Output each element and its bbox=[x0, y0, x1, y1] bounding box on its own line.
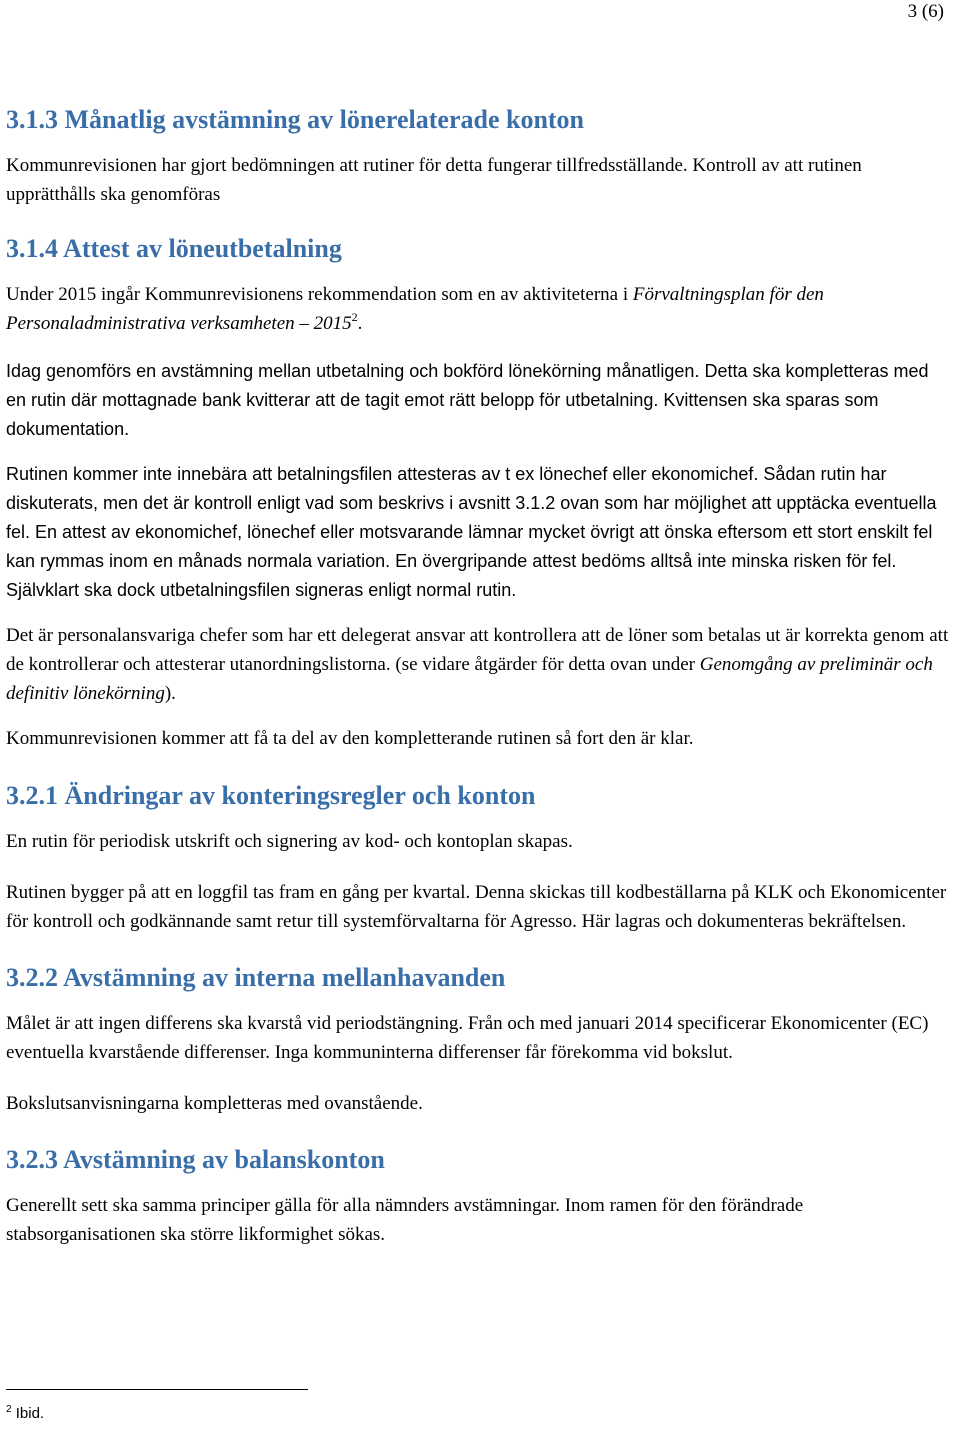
paragraph-bokslutsanvisningarna: Bokslutsanvisningarna kompletteras med ovanstående. bbox=[6, 1093, 423, 1114]
paragraph-end: . bbox=[357, 313, 363, 334]
paragraph-differens: Målet är att ingen differens ska kvarstå vid periodstängning. Från och med januari 2014 specificerar Ekonomicenter (EC) eventuella kvarstående differenser. Inga kommuninterna differenser får förekomma vid bokslut. bbox=[6, 1013, 929, 1063]
section-reference: Genomgång av preliminär och definitiv lönekörning bbox=[6, 654, 933, 704]
paragraph-principer: Generellt sett ska samma principer gälla för alla nämnders avstämningar. Inom ramen för den förändrade stabsorganisationen ska större likformighet sökas. bbox=[6, 1195, 804, 1245]
footnote-ref: 2 bbox=[351, 310, 358, 324]
footnote bbox=[6, 1404, 44, 1424]
document-body bbox=[6, 103, 950, 1249]
paragraph-forvaltningsplan bbox=[6, 280, 950, 338]
heading-3-2-3: 3.2.3 Avstämning av balanskonton bbox=[6, 1145, 385, 1174]
paragraph-avstamning: Idag genomförs en avstämning mellan utbetalning och bokförd lönekörning månatligen. Detta ska kompletteras med en rutin där mottagnade bank kvitterar att de tagit emot rätt belopp för utbetalning. Kvittensen ska sparas som dokumentation. bbox=[6, 361, 929, 439]
footnote-separator bbox=[6, 1389, 308, 1390]
paragraph-loggfil: Rutinen bygger på att en loggfil tas fram en gång per kvartal. Denna skickas till kodbeställarna på KLK och Ekonomicenter för kontroll och godkännande samt retur till systemförvaltarna för Agresso. Här lagras och dokumenteras bekräftelsen. bbox=[6, 882, 947, 932]
heading-3-2-2: 3.2.2 Avstämning av interna mellanhavanden bbox=[6, 963, 506, 992]
paragraph-end: ). bbox=[164, 683, 176, 704]
page-number: 3 (6) bbox=[907, 1, 944, 22]
heading-3-2-1: 3.2.1 Ändringar av konteringsregler och konton bbox=[6, 781, 536, 810]
paragraph-text: Under 2015 ingår Kommunrevisionens rekommendation som en av aktiviteterna i bbox=[6, 284, 633, 305]
paragraph-text: Det är personalansvariga chefer som har ett delegerat ansvar att kontrollera att de löner som betalas ut är korrekta genom att de kontrollerar och attesterar utanordningslistorna. (se vidare åtgärder för detta ovan under bbox=[6, 625, 949, 675]
footnote-text: Ibid. bbox=[15, 1405, 45, 1422]
plan-title: Förvaltningsplan för den Personaladministrativa verksamheten – 2015 bbox=[6, 284, 824, 334]
paragraph-kommunrevisionen: Kommunrevisionen kommer att få ta del av den kompletterande rutinen så fort den är klar. bbox=[6, 728, 694, 749]
paragraph-rutinen: Rutinen kommer inte innebära att betalningsfilen attesteras av t ex lönechef eller ekonomichef. Sådan rutin har diskuterats, men det är kontroll enligt vad som beskrivs i avsnitt 3.1.2 ovan som har möjlighet att upptäcka eventuella fel. En attest av ekonomichef, lönechef eller motsvarande lämnar mycket övrigt att önska eftersom ett stort enskilt fel kan rymmas inom en månads normala variation. En övergripande attest bedöms alltså inte minska risken för fel. Självklart ska dock utbetalningsfilen signeras enligt normal rutin. bbox=[6, 464, 937, 600]
heading-3-1-4: 3.1.4 Attest av löneutbetalning bbox=[6, 234, 342, 263]
heading-3-1-3: 3.1.3 Månatlig avstämning av lönerelaterade konton bbox=[6, 105, 585, 134]
paragraph-personalansvariga bbox=[6, 621, 950, 708]
paragraph-rutin-utskrift: En rutin för periodisk utskrift och signering av kod- och kontoplan skapas. bbox=[6, 831, 573, 852]
footnote-mark: 2 bbox=[6, 1404, 12, 1415]
paragraph-3-1-3: Kommunrevisionen har gjort bedömningen att rutiner för detta fungerar tillfredsställande. Kontroll av att rutinen upprätthålls ska genomföras bbox=[6, 155, 862, 205]
